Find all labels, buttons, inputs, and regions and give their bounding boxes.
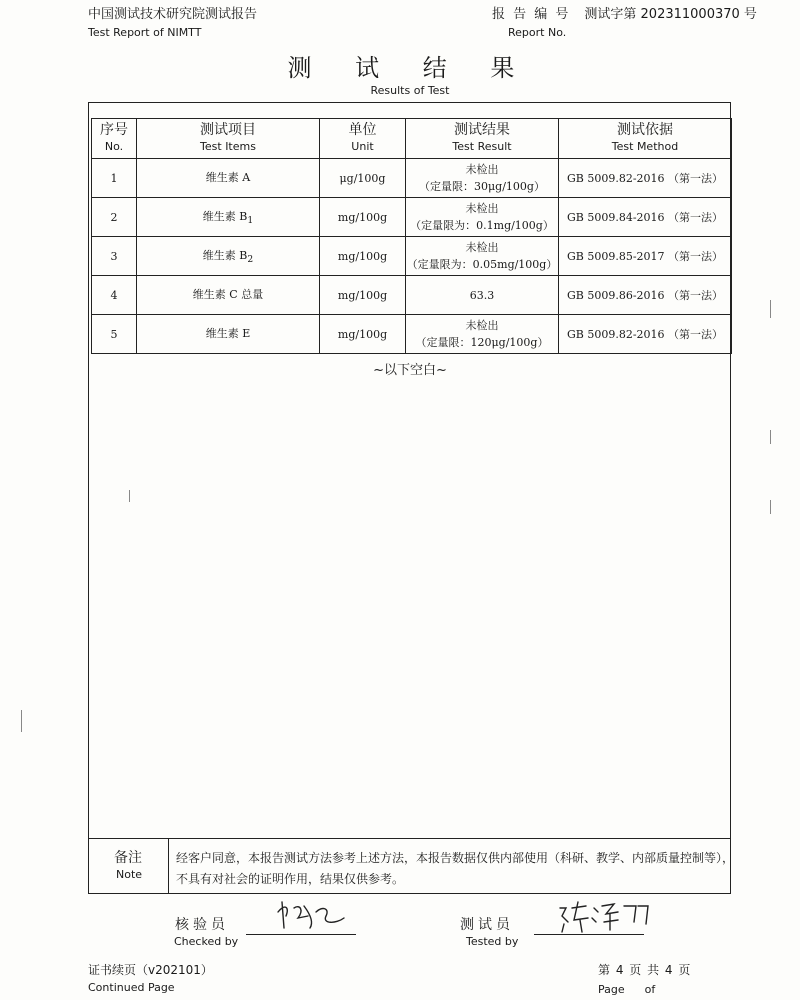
report-number: [492, 3, 757, 22]
cell-unit: mg/100g: [320, 315, 406, 354]
note-divider: [88, 838, 731, 839]
header-unit: 单位 Unit: [320, 119, 406, 159]
cell-method: GB 5009.82-2016 （第一法）: [559, 315, 732, 354]
cell-unit: mg/100g: [320, 276, 406, 315]
checked-by-label-en: Checked by: [174, 935, 239, 948]
cell-item: 维生素 E: [137, 315, 320, 354]
cell-item: 维生素 A: [137, 159, 320, 198]
header-no: 序号 No.: [92, 119, 137, 159]
cell-no: 4: [92, 276, 137, 315]
cell-result: 63.3: [406, 276, 559, 315]
cell-result: 未检出 （定量限：30μg/100g）: [406, 159, 559, 198]
scan-speck: [770, 430, 771, 444]
results-table: [91, 118, 732, 354]
table-row: [92, 198, 732, 237]
report-org-title-en: Test Report of NIMTT: [88, 26, 202, 39]
report-org-title: 中国测试技术研究院测试报告: [88, 7, 258, 22]
cell-method: GB 5009.86-2016 （第一法）: [559, 276, 732, 315]
page-subtitle: Results of Test: [370, 84, 450, 97]
cell-no: 2: [92, 198, 137, 237]
continued-page-label: 证书续页（v202101）: [88, 963, 213, 977]
scan-speck: [21, 710, 22, 732]
cell-no: 1: [92, 159, 137, 198]
page-number: 第 4 页 共 4 页: [598, 963, 692, 977]
cell-item: 维生素 C 总量: [137, 276, 320, 315]
table-row: [92, 159, 732, 198]
note-label: 备注: [114, 850, 142, 866]
note-label-en: Note: [116, 868, 143, 881]
cell-result: 未检出 （定量限为：0.05mg/100g）: [406, 237, 559, 276]
header-items: 测试项目 Test Items: [137, 119, 320, 159]
table-row: [92, 315, 732, 354]
note-column-divider: [168, 838, 169, 894]
report-number-label: 报 告 编 号: [492, 7, 571, 22]
report-number-value: 测试字第 202311000370 号: [584, 7, 757, 22]
checked-by-signature: [264, 898, 360, 938]
cell-unit: mg/100g: [320, 237, 406, 276]
page-number-en: Page of: [598, 983, 656, 996]
scan-speck: [770, 300, 771, 318]
note-text: 经客户同意，本报告测试方法参考上述方法，本报告数据仅供内部使用（科研、教学、内部质量控制等），不具有对社会的证明作用，结果仅供参考。: [176, 851, 735, 886]
cell-unit: μg/100g: [320, 159, 406, 198]
table-header-row: [92, 119, 732, 159]
cell-result: 未检出 （定量限：120μg/100g）: [406, 315, 559, 354]
cell-no: 5: [92, 315, 137, 354]
cell-method: GB 5009.82-2016 （第一法）: [559, 159, 732, 198]
cell-method: GB 5009.84-2016 （第一法）: [559, 198, 732, 237]
tested-by-signature: [556, 900, 652, 936]
tested-by-label: 测试员: [460, 917, 514, 933]
cell-unit: mg/100g: [320, 198, 406, 237]
continued-page-label-en: Continued Page: [88, 981, 175, 994]
cell-item: 维生素 $B_1$: [137, 198, 320, 237]
cell-method: GB 5009.85-2017 （第一法）: [559, 237, 732, 276]
cell-result: 未检出 （定量限为：0.1mg/100g）: [406, 198, 559, 237]
header-result: 测试结果 Test Result: [406, 119, 559, 159]
table-row: [92, 276, 732, 315]
report-number-label-en: Report No.: [508, 26, 567, 39]
checked-by-label: 核验员: [175, 917, 229, 933]
scan-speck: [770, 500, 771, 514]
cell-item: 维生素 $B_2$: [137, 237, 320, 276]
table-row: [92, 237, 732, 276]
page-title: 测 试 结 果: [287, 54, 533, 82]
tested-by-label-en: Tested by: [466, 935, 519, 948]
cell-no: 3: [92, 237, 137, 276]
blank-below-marker: ~以下空白~: [373, 363, 447, 378]
scan-speck: [129, 490, 130, 502]
header-method: 测试依据 Test Method: [559, 119, 732, 159]
